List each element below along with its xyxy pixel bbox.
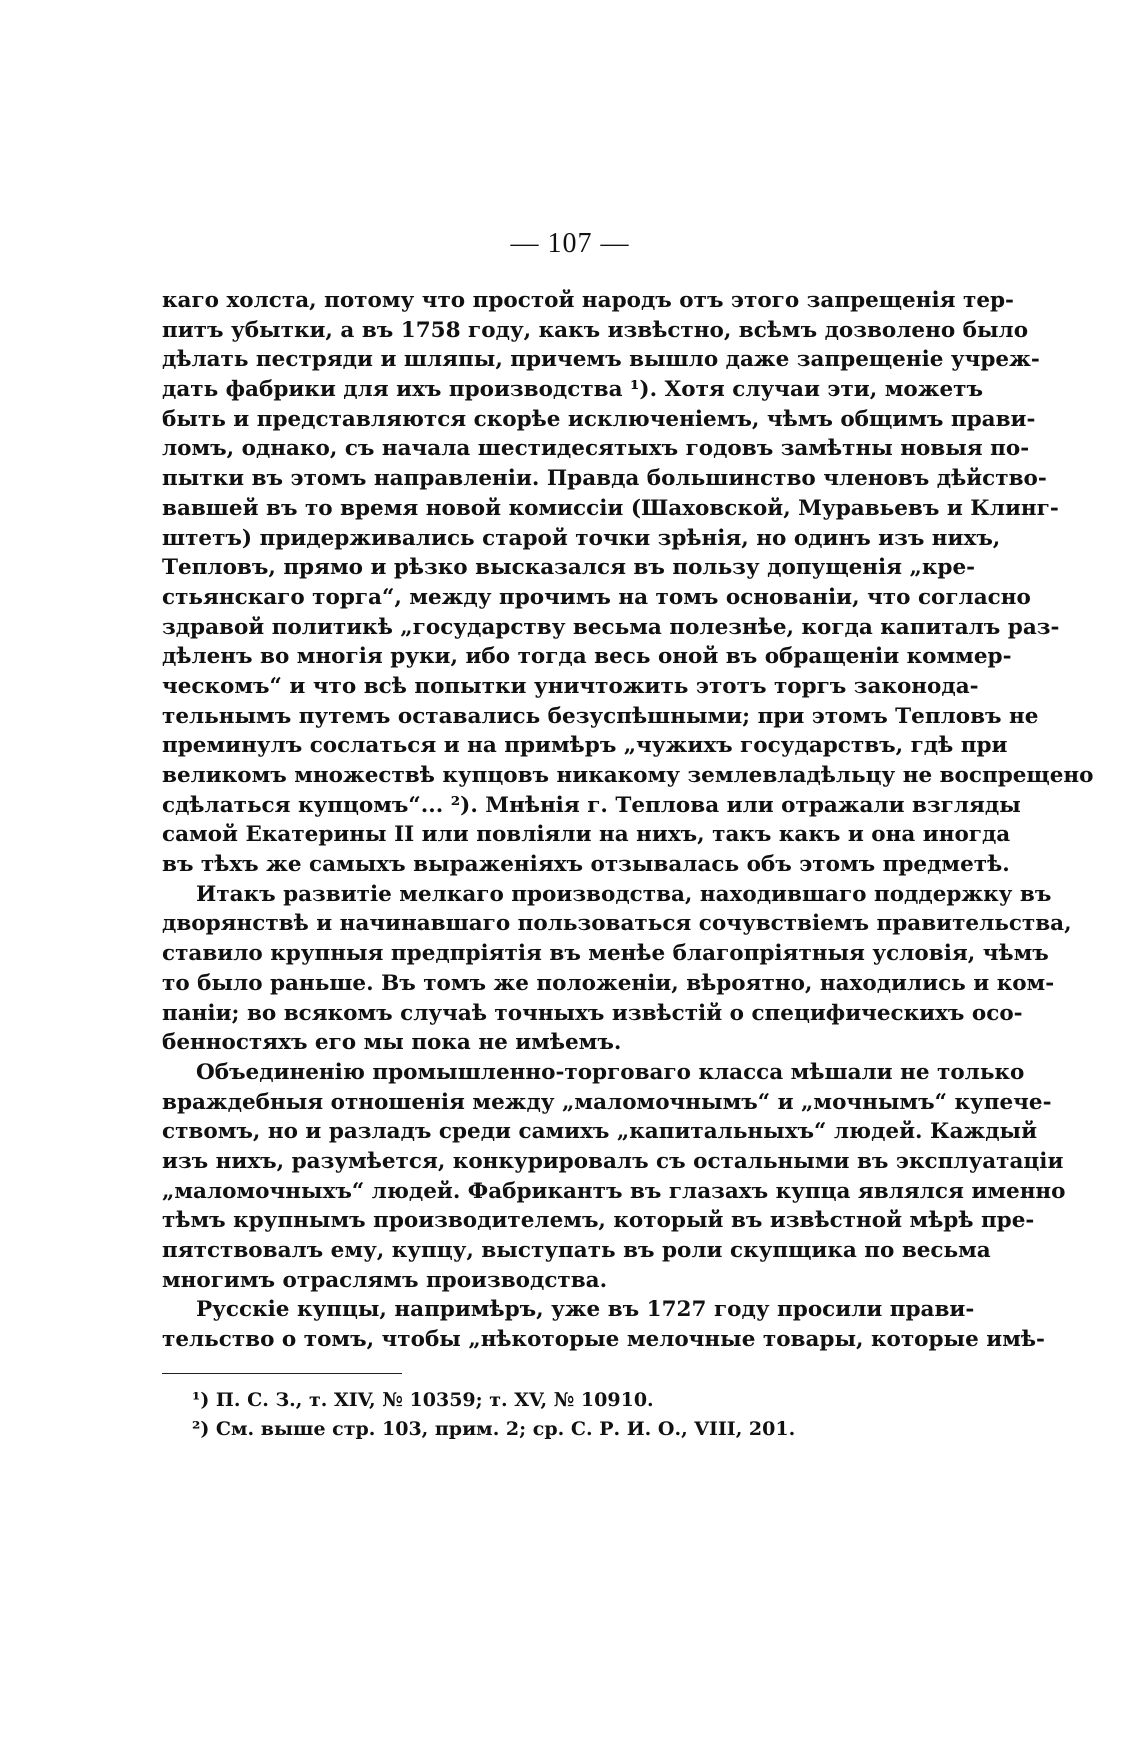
footnote-divider	[162, 1373, 402, 1374]
text-line: штетъ) придерживались старой точки зрѣнія, но одинъ изъ нихъ,	[162, 525, 1001, 551]
text-line: изъ нихъ, разумѣется, конкурировалъ съ остальными въ эксплуатаціи	[162, 1148, 1064, 1174]
text-line: паніи; во всякомъ случаѣ точныхъ извѣстій о специфическихъ осо-	[162, 1000, 1023, 1026]
text-line: Тепловъ, прямо и рѣзко высказался въ пользу допущенія „кре-	[162, 555, 976, 581]
text-line: въ тѣхъ же самыхъ выраженіяхъ отзывалась объ этомъ предметѣ.	[162, 852, 1010, 878]
body-text	[162, 286, 1094, 1355]
text-line: многимъ отраслямъ производства.	[162, 1267, 608, 1293]
text-line: бенностяхъ его мы пока не имѣемъ.	[162, 1030, 622, 1056]
text-line: каго холста, потому что простой народъ отъ этого запрещенія тер-	[162, 288, 1014, 313]
text-line: пятствовалъ ему, купцу, выступать въ роли скупщика по весьма	[162, 1238, 991, 1263]
page-number: — 107 —	[510, 228, 630, 259]
text-line: то было раньше. Въ томъ же положеніи, вѣроятно, находились и ком-	[162, 970, 1055, 996]
text-line: Объединенію промышленно-торговаго класса мѣшали не только	[196, 1059, 1025, 1085]
text-line: „маломочныхъ“ людей. Фабрикантъ въ глазахъ купца являлся именно	[162, 1178, 1066, 1204]
text-line: ствомъ, но и разладъ среди самихъ „капитальныхъ“ людей. Каждый	[162, 1119, 1038, 1145]
text-line: тѣмъ крупнымъ производителемъ, который въ извѣстной мѣрѣ пре-	[162, 1208, 1035, 1234]
text-line: стьянскаго торга“, между прочимъ на томъ основаніи, что согласно	[162, 584, 1031, 610]
text-line: тельнымъ путемъ оставались безуспѣшными; при этомъ Тепловъ не	[162, 703, 1039, 729]
text-line: дѣлать пестряди и шляпы, причемъ вышло даже запрещеніе учреж-	[162, 347, 1040, 373]
text-line: Русскіе купцы, напримѣръ, уже въ 1727 году просили прави-	[196, 1297, 975, 1323]
text-line: враждебныя отношенія между „маломочнымъ“ и „мочнымъ“ купече-	[162, 1089, 1052, 1115]
text-line: Итакъ развитіе мелкаго производства, находившаго поддержку въ	[196, 881, 1052, 907]
footnote-1: ¹) П. С. З., т. XIV, № 10359; т. XV, № 10910.	[192, 1389, 654, 1411]
text-line: дѣленъ во многія руки, ибо тогда весь оной въ обращеніи коммер-	[162, 644, 1012, 670]
text-line: дворянствѣ и начинавшаго пользоваться сочувствіемъ правительства,	[162, 911, 1072, 937]
text-line: ставило крупныя предпріятія въ менѣе благопріятныя условія, чѣмъ	[162, 941, 1049, 967]
text-line: преминулъ сослаться и на примѣръ „чужихъ государствъ, гдѣ при	[162, 733, 1008, 759]
text-line: пытки въ этомъ направленіи. Правда большинство членовъ дѣйство-	[162, 466, 1047, 492]
text-line: тельство о томъ, чтобы „нѣкоторые мелочные товары, которые имѣ-	[162, 1327, 1045, 1353]
text-line: быть и представляются скорѣе исключеніемъ, чѣмъ общимъ прави-	[162, 406, 1036, 432]
text-line: здравой политикѣ „государству весьма полезнѣе, когда капиталъ раз-	[162, 614, 1060, 640]
text-line: ломъ, однако, съ начала шестидесятыхъ годовъ замѣтны новыя по-	[162, 436, 1030, 462]
text-line: великомъ множествѣ купцовъ никакому землевладѣльцу не воспрещено	[162, 763, 1094, 788]
footnote-2: ²) См. выше стр. 103, прим. 2; ср. С. Р. И. О., VIII, 201.	[192, 1418, 796, 1440]
text-line: сдѣлаться купцомъ“... ²). Мнѣнія г. Теплова или отражали взгляды	[162, 792, 1021, 818]
text-line: дать фабрики для ихъ производства ¹). Хотя случаи эти, можетъ	[162, 377, 983, 403]
text-line: самой Екатерины II или повліяли на нихъ, такъ какъ и она иногда	[162, 822, 1011, 848]
text-line: питъ убытки, а въ 1758 году, какъ извѣстно, всѣмъ дозволено было	[162, 317, 1029, 343]
text-line: ческомъ“ и что всѣ попытки уничтожить этотъ торгъ законода-	[162, 673, 979, 699]
footnotes	[192, 1386, 892, 1444]
text-line: вавшей въ то время новой комиссіи (Шаховской, Муравьевъ и Клинг-	[162, 495, 1059, 521]
